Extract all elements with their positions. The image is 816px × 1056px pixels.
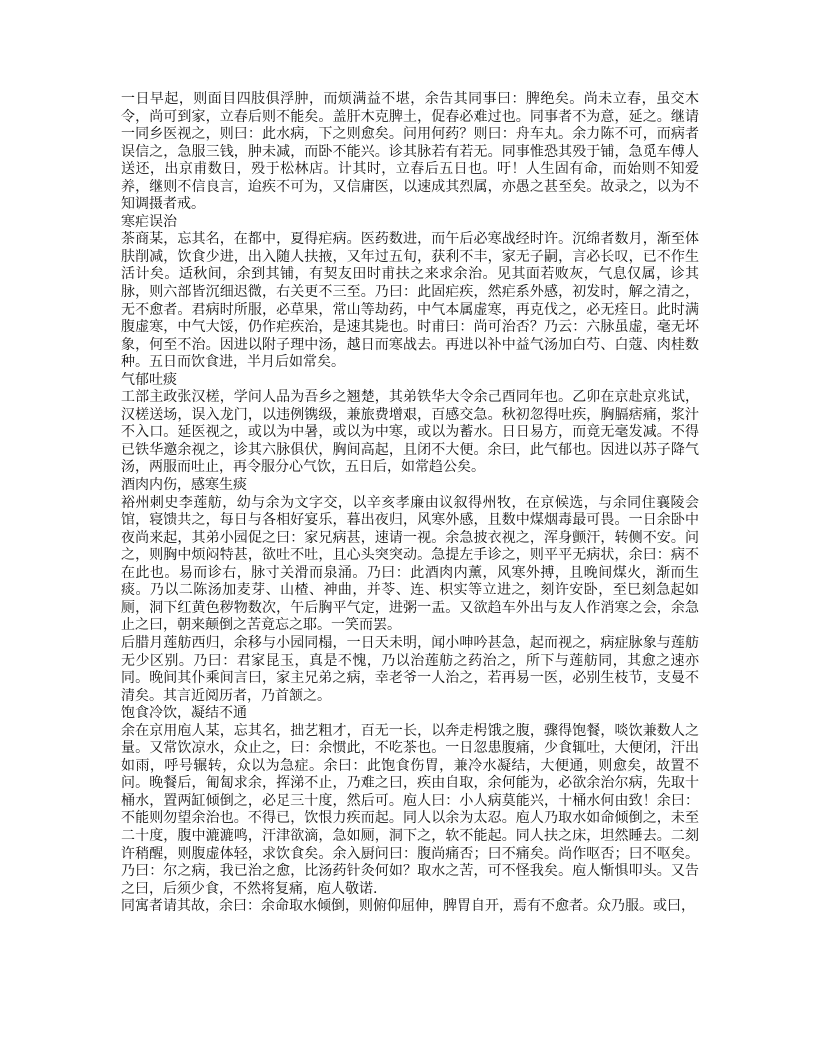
paragraph-cook-case: 余在京用庖人某，忘其名，拙艺粗才，百无一长，以奔走枵饿之腹，骤得饱餐，啖饮兼数人之量。又常饮凉水，众止之，曰：余惯此，不吃茶也。一日忽患腹痛，少食辄吐，大便闭，汗出如雨，呼号辗转，众以为急症。余曰：此饱食伤胃，兼冷水凝结，大便通，则愈矣，故置不问。晚餐后，匍匐求余，挥涕不止，乃难之曰，疾由自取，余何能为，必欲余治尔病，先取十桶水，置两缸倾倒之，必足三十度，然后可。庖人曰：小人病莫能兴，十桶水何由致！余曰：不能则勿望余治也。不得已，饮恨力疾而起。同人以余为太忍。庖人乃取水如命倾倒之，未至二十度，腹中漉漉鸣，汗津欲滴，急如厕，洞下之，软不能起。同人扶之床，坦然睡去。二刻许稍醒，则腹虚体轻，求饮食矣。余入厨问曰：腹尚痛否；曰不痛矣。尚作呕否；曰不呕矣。乃曰：尔之病，我已治之愈，比汤药针灸何如？取水之苦，可不怪我矣。庖人惭惧叩头。又告之曰，后须少食，不然将复痛，庖人敬诺. — [121, 722, 699, 897]
paragraph-li-lianfang-case: 裕州刺史李莲舫，幼与余为文字交，以辛亥孝廉由议叙得州牧，在京候选，与余同住襄陵会馆，寝馈共之，每日与各相好宴乐，暮出夜归，风寒外感，且数中煤烟毒最可畏。一日余卧中夜尚来起，其弟小园促之曰：家兄病甚，速请一视。余急披衣视之，浑身颤汗，转侧不安。问之，则胸中烦闷特甚，欲吐不吐，且心头突突动。急提左手诊之，则平平无病状，余曰：病不在此也。易而诊右，脉寸关滑而泉涌。乃曰：此酒肉内薰，风寒外搏，且晚间煤火，渐而生痰。乃以二陈汤加麦芽、山楂、神曲，并苓、连、枳实等立进之，刻许安卧，至巳刻急起如厕，洞下红黄色秽物数次，午后胸平气定，进粥一盂。又欲趋车外出与友人作消寒之会，余急止之曰，朝来颠倒之苦竟忘之耶。一笑而罢。 — [121, 494, 699, 634]
document-page — [121, 91, 699, 916]
section-heading-wine-meat-injury: 酒肉内伤，感寒生痰 — [121, 477, 247, 494]
paragraph-explanation: 同寓者请其故，余曰：余命取水倾倒，则俯仰屈伸，脾胃自开，焉有不愈者。众乃服。或曰， — [121, 898, 695, 915]
paragraph-tea-merchant-case: 茶商某，忘其名，在都中，夏得疟病。医药数进，而午后必寒战经时许。沉绵者数月，渐至体肤削减，饮食少进，出入随人扶掖，又年过五旬，获利不丰，家无子嗣，言必长叹，已不作生活计矣。适秋间，余到其铺，有契友田时甫扶之来求余治。见其面若败灰，气息仅属，诊其脉，则六部皆沉细迟微，右关更不三至。乃曰：此固疟疾，然疟系外感，初发时，解之清之，无不愈者。君病时所服，必草果，常山等劫药，中气本属虚寒，再克伐之，必无痊日。此时满腹虚寒，中气大馁，仍作疟疾治，是速其毙也。时甫曰：尚可治否？乃云：六脉虽虚，毫无坏象，何至不治。因进以附子理中汤，越日而寒战去。再进以补中益气汤加白芍、白蔻、肉桂数种。五日而饮食进，半月后如常矣。 — [121, 231, 699, 371]
section-heading-overeating-cold-drink: 饱食冷饮，凝结不通 — [121, 705, 247, 722]
paragraph-zhang-hancha-case: 工部主政张汉槎，学问人品为吾乡之翘楚，其弟铁华大令余己酉同年也。乙卯在京赴京兆试，汉槎送场，误入龙门，以违例镌级，兼旅费增艰，百感交急。秋初忽得吐疾，胸膈痞痛，浆汁不入口。延医视之，或以为中暑，或以为中寒，或以为蓄水。日日易方，而竟无毫发减。不得已铁华邀余视之，诊其六脉俱伏，胸间高起，且闭不大便。余曰，此气郁也。因进以苏子降气汤，两服而吐止，再令服分心气饮，五日后，如常趋公矣。 — [121, 389, 699, 476]
paragraph-spleen-failure-case: 一日早起，则面目四肢俱浮肿，而烦满益不堪，余告其同事曰：脾绝矣。尚未立春，虽交木令，尚可到家，立春后则不能矣。盖肝木克脾土，促春必难过也。同事者不为意，延之。继请一同乡医视之，则曰：此水病，下之则愈矣。问用何药？则曰：舟车丸。余力陈不可，而病者误信之，急服三钱，肿未减，而卧不能兴。诊其脉若有若无。同事惟恐其殁于铺，急觅车傅人送还，出京甫数日，殁于松林店。计其时，立春后五日也。吁！人生固有命，而始则不知爱养，继则不信良言，迨疾不可为，又信庸医，以速成其烈属，亦愚之甚至矣。故录之，以为不知调摄者戒。 — [121, 91, 699, 213]
paragraph-xiaoyuan-case: 后腊月莲舫西归，余移与小园同榻，一日天未明，闻小呻吟甚急，起而视之，病症脉象与莲舫无少区别。乃曰：君家昆玉，真是不愧，乃以治莲舫之药治之，所下与莲舫同，其愈之速亦同。晚间其仆乘间言曰，家主兄弟之病，幸老爷一人治之，若再易一医，必别生枝节，支曼不清矣。其言近阅历者，乃首颔之。 — [121, 634, 699, 704]
section-heading-cold-malaria: 寒疟误治 — [121, 213, 177, 230]
section-heading-qi-stagnation: 气郁吐痰 — [121, 371, 177, 388]
